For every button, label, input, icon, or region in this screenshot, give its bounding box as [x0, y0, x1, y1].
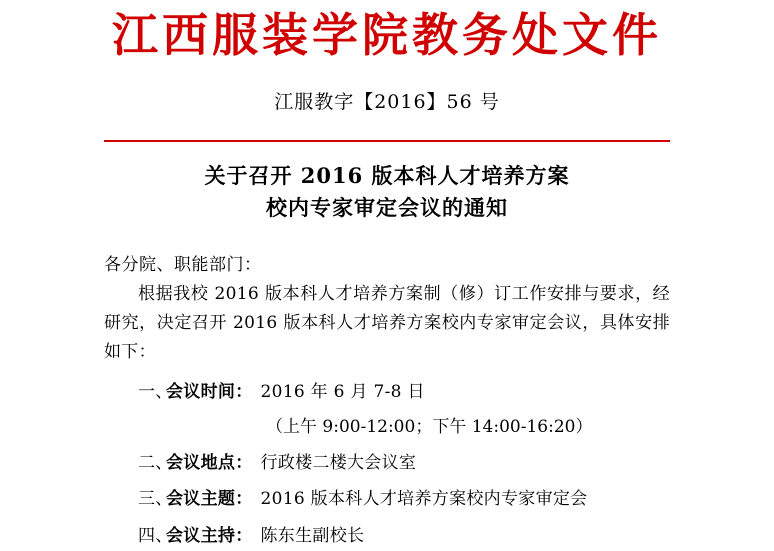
list-item: [104, 449, 670, 478]
item-value: 2016 年 6 月 7-8 日: [260, 381, 425, 402]
item-value: 陈东生副校长: [260, 525, 365, 546]
item-label: 会议主题：: [166, 489, 253, 510]
document-title: [0, 160, 774, 225]
document-title-line-2: 校内专家审定会议的通知: [266, 195, 508, 221]
item-label: 会议地点：: [166, 453, 253, 474]
list-item: [104, 378, 670, 407]
list-item: [104, 522, 670, 551]
red-divider-rule: [104, 140, 670, 142]
list-item: [104, 485, 670, 514]
item-sub-value: （上午 9:00-12:00；下午 14:00-16:20）: [266, 416, 593, 437]
document-body: [104, 251, 670, 551]
salutation: 各分院、职能部门：: [104, 254, 262, 275]
item-number: 三、: [138, 489, 173, 510]
item-value: 2016 版本科人才培养方案校内专家审定会: [260, 489, 588, 510]
item-number: 一、: [138, 381, 173, 402]
item-number: 二、: [138, 453, 173, 474]
intro-paragraph: 根据我校 2016 版本科人才培养方案制（修）订工作安排与要求，经研究，决定召开 2016 版本科人才培养方案校内专家审定会议，具体安排如下：: [104, 283, 670, 363]
document-header-title: 江西服装学院教务处文件: [112, 8, 662, 62]
agenda-item-list: [104, 378, 670, 551]
item-number: 四、: [138, 525, 173, 546]
item-value: 行政楼二楼大会议室: [260, 453, 417, 474]
document-number: 江服教字【2016】56 号: [274, 90, 500, 113]
item-label: 会议主持：: [166, 525, 253, 546]
document-title-line-1: 关于召开 2016 版本科人才培养方案: [204, 162, 570, 188]
item-label: 会议时间：: [166, 381, 253, 402]
